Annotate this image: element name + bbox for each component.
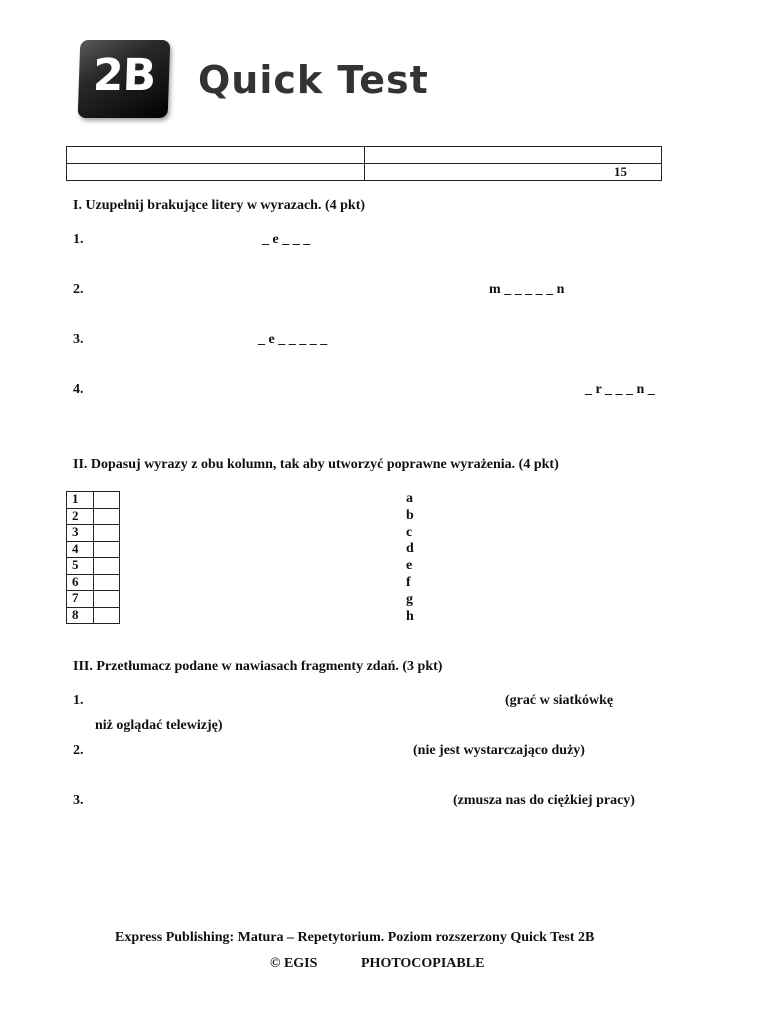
s1-item-2-pattern[interactable]: m _ _ _ _ _ n — [489, 282, 565, 297]
section-1-heading: I. Uzupełnij brakujące litery w wyrazach. (4 pkt) — [73, 198, 366, 213]
match-answer-cell[interactable] — [94, 525, 120, 542]
match-row — [67, 508, 120, 525]
score-cell[interactable] — [364, 164, 662, 181]
date-field-cell[interactable] — [67, 164, 365, 181]
match-row — [67, 607, 120, 624]
info-row-2 — [67, 164, 662, 181]
match-answer-cell[interactable] — [94, 591, 120, 608]
match-number: 4 — [67, 541, 94, 558]
s3-item-1-hint: (grać w siatkówkę — [505, 693, 614, 708]
s3-item-2-hint: (nie jest wystarczająco duży) — [413, 743, 585, 758]
match-row — [67, 525, 120, 542]
match-row — [67, 558, 120, 575]
match-answer-cell[interactable] — [94, 508, 120, 525]
match-row — [67, 541, 120, 558]
s1-item-3-number: 3. — [73, 332, 84, 347]
s3-item-3-hint: (zmusza nas do ciężkiej pracy) — [453, 793, 635, 808]
match-number: 1 — [67, 492, 94, 509]
matching-answer-grid — [66, 491, 120, 624]
class-field-cell[interactable] — [364, 147, 662, 164]
match-letter: d — [406, 541, 414, 557]
match-letter: b — [406, 507, 414, 523]
match-number: 5 — [67, 558, 94, 575]
match-row — [67, 591, 120, 608]
s3-item-1-continuation: niż oglądać telewizję) — [95, 718, 223, 733]
page-title: Quick Test — [198, 58, 429, 102]
match-number: 2 — [67, 508, 94, 525]
info-row-1 — [67, 147, 662, 164]
info-table — [66, 146, 662, 181]
match-number: 7 — [67, 591, 94, 608]
name-field-cell[interactable] — [67, 147, 365, 164]
s1-item-4-number: 4. — [73, 382, 84, 397]
footer-copyright: © EGIS — [270, 956, 318, 971]
match-row — [67, 492, 120, 509]
footer-publisher-line: Express Publishing: Matura – Repetytorium. Poziom rozszerzony Quick Test 2B — [115, 930, 595, 945]
match-letter: c — [406, 524, 413, 540]
section-2-heading: II. Dopasuj wyrazy z obu kolumn, tak aby utworzyć poprawne wyrażenia. (4 pkt) — [73, 457, 559, 472]
match-answer-cell[interactable] — [94, 607, 120, 624]
match-letter: g — [406, 591, 413, 607]
section-3-heading: III. Przetłumacz podane w nawiasach fragmenty zdań. (3 pkt) — [73, 659, 443, 674]
match-letter-column — [406, 491, 426, 625]
match-answer-cell[interactable] — [94, 541, 120, 558]
match-letter: a — [406, 491, 413, 506]
s1-item-1-pattern[interactable]: _ e _ _ _ — [262, 232, 311, 247]
match-letter: h — [406, 608, 414, 624]
s3-item-2-number: 2. — [73, 743, 84, 758]
match-number: 8 — [67, 607, 94, 624]
s1-item-1-number: 1. — [73, 232, 84, 247]
footer-photocopiable: PHOTOCOPIABLE — [361, 956, 485, 971]
match-answer-cell[interactable] — [94, 558, 120, 575]
s3-item-1-number: 1. — [73, 693, 84, 708]
score-max: 15 — [614, 164, 627, 179]
badge-label: 2B — [92, 50, 157, 101]
test-badge — [78, 40, 171, 118]
match-answer-cell[interactable] — [94, 574, 120, 591]
s1-item-2-number: 2. — [73, 282, 84, 297]
match-answer-cell[interactable] — [94, 492, 120, 509]
s1-item-3-pattern[interactable]: _ e _ _ _ _ _ — [258, 332, 328, 347]
match-number: 6 — [67, 574, 94, 591]
s1-item-4-pattern[interactable]: _ r _ _ _ n _ — [585, 382, 655, 397]
match-letter: e — [406, 558, 413, 574]
match-number: 3 — [67, 525, 94, 542]
match-row — [67, 574, 120, 591]
match-letter: f — [406, 574, 411, 590]
s3-item-3-number: 3. — [73, 793, 84, 808]
